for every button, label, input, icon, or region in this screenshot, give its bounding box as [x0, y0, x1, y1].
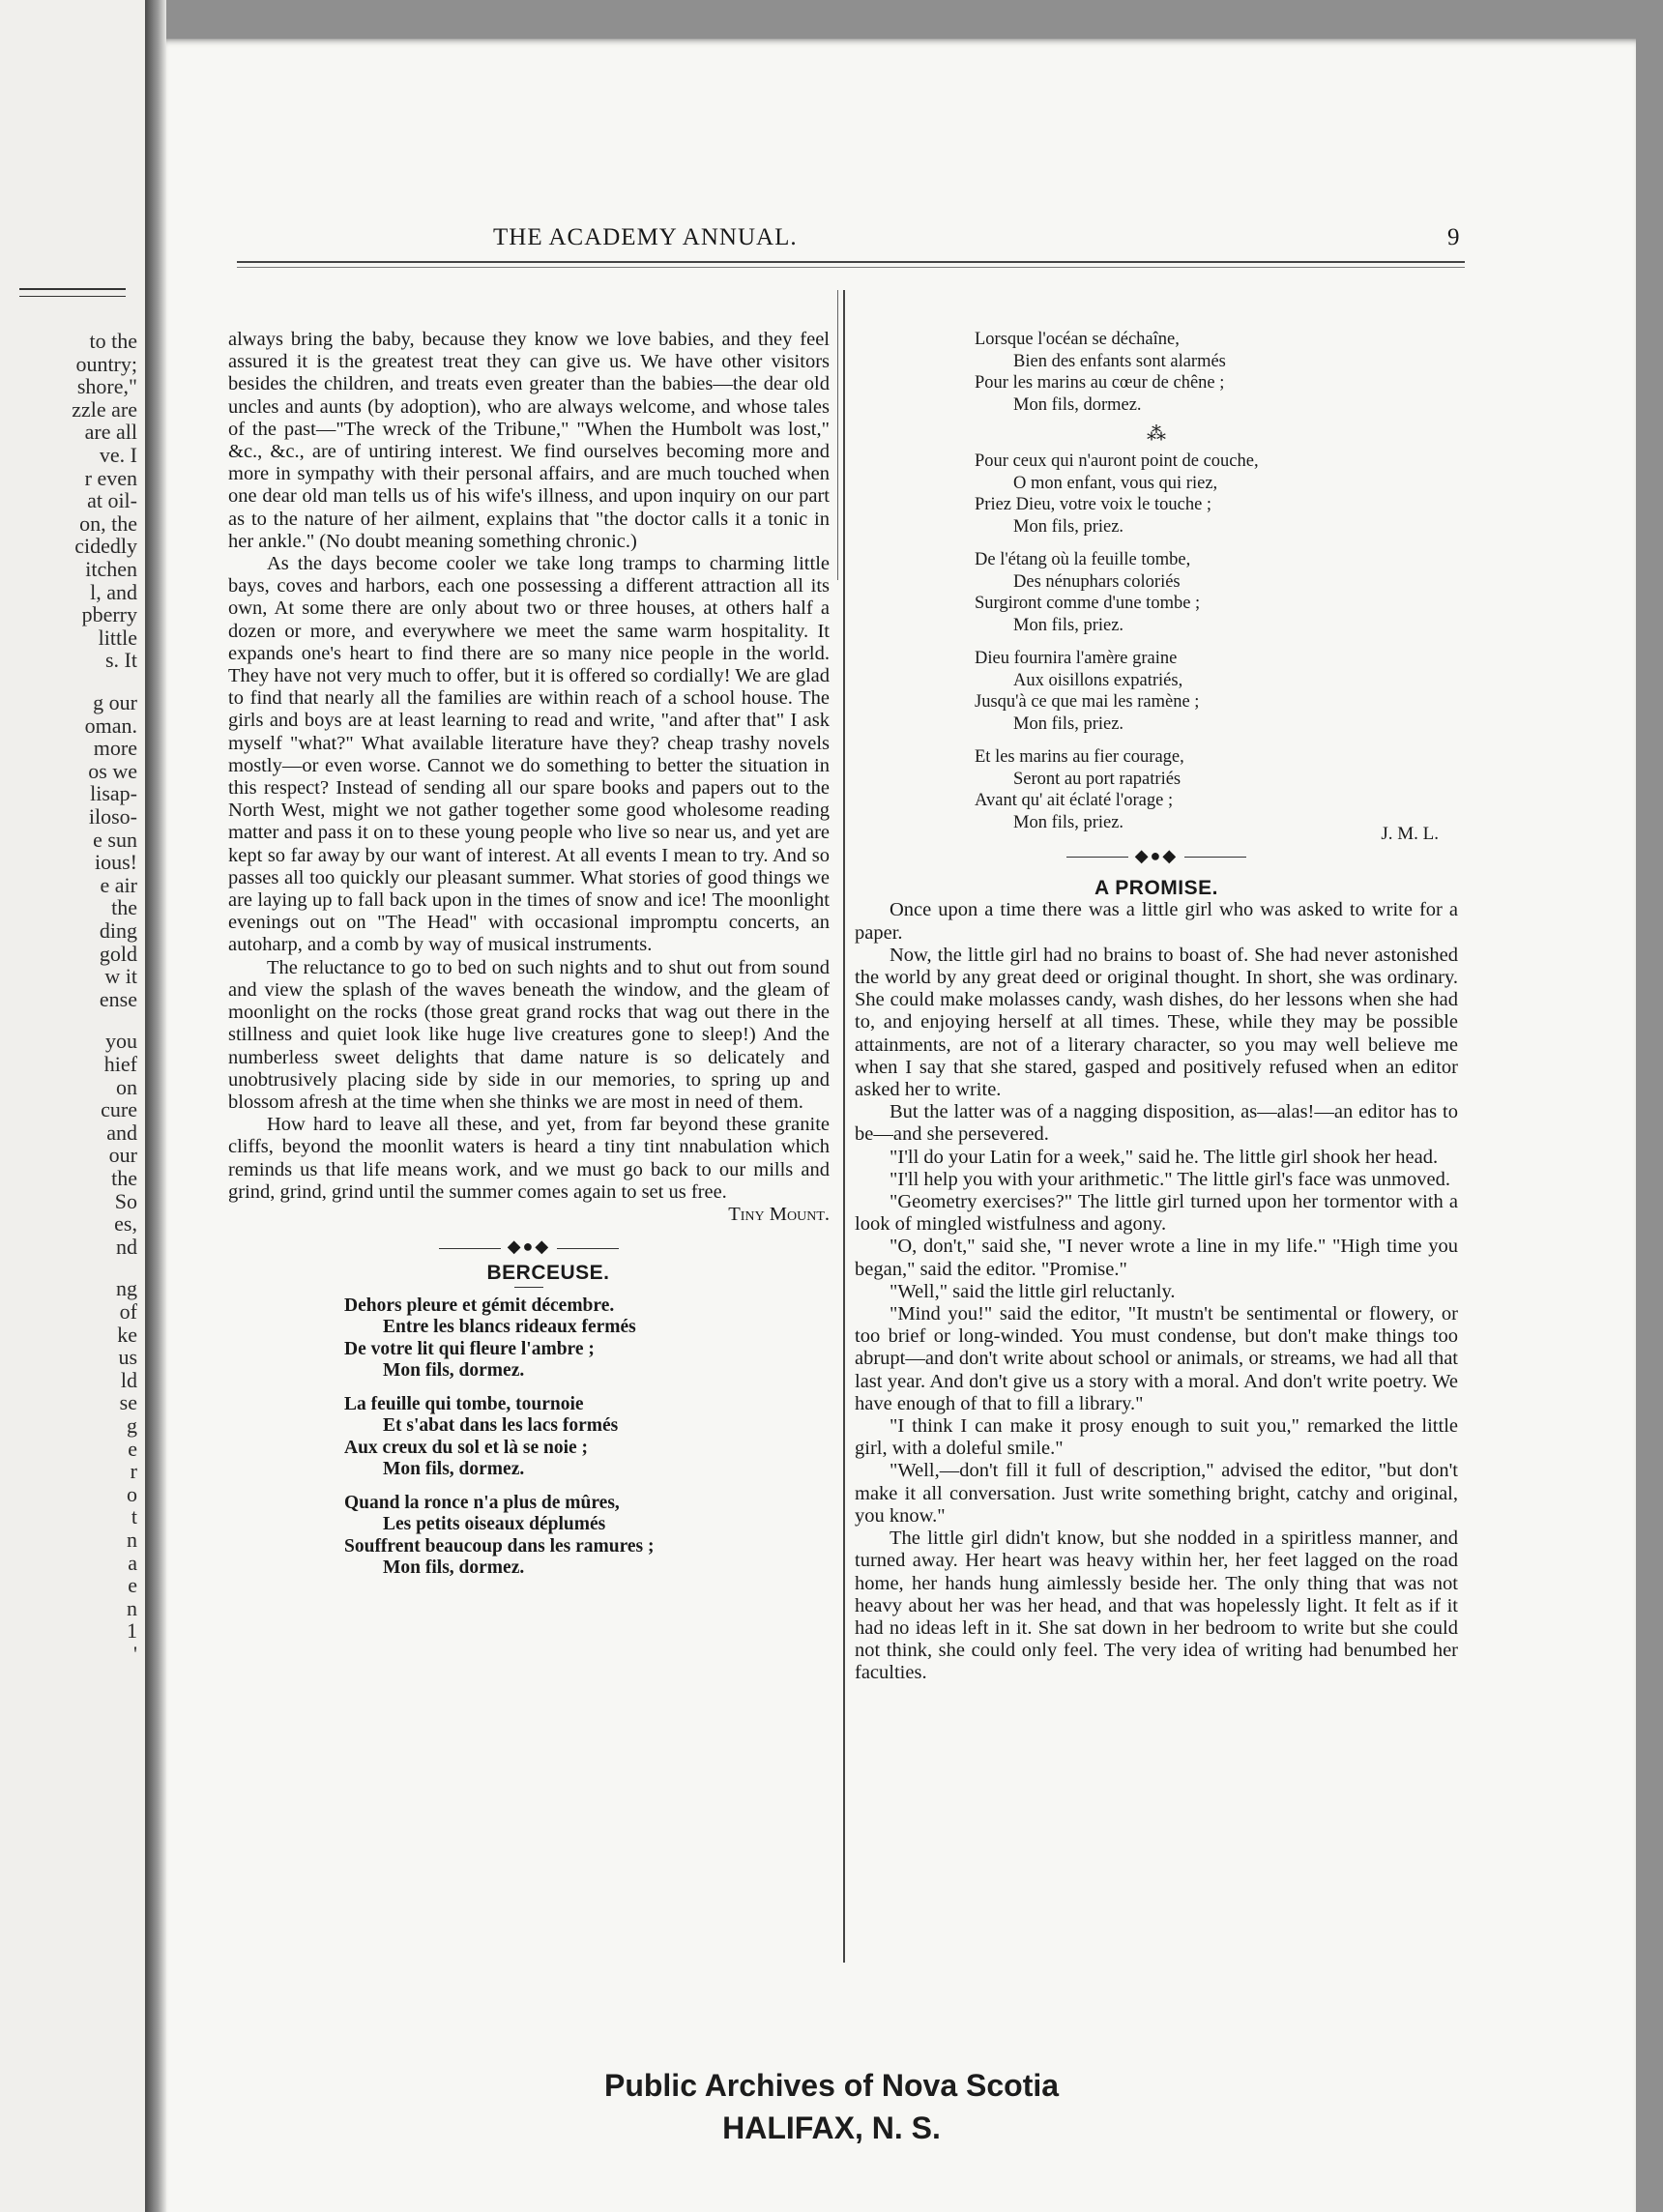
- poem-line: Mon fils, dormez.: [383, 1557, 525, 1579]
- facing-page-line: w it: [104, 964, 137, 989]
- facing-page-line: cure: [101, 1097, 137, 1122]
- facing-page-line: o: [127, 1481, 137, 1506]
- poem-line: Pour les marins au cœur de chêne ;: [975, 373, 1225, 393]
- story-paragraph: "Geometry exercises?" The little girl turned upon her tormentor with a look of mingled wistfulness and agony.: [855, 1191, 1458, 1236]
- facing-page-line: se: [119, 1390, 137, 1415]
- poem-line: Priez Dieu, votre voix le touche ;: [975, 495, 1212, 514]
- column-divider: [843, 290, 845, 1963]
- poem-line: Mon fils, priez.: [1013, 713, 1124, 734]
- poem-line: Mon fils, dormez.: [383, 1459, 525, 1480]
- poem-line: De l'étang où la feuille tombe,: [975, 550, 1191, 569]
- poem-line: Mon fils, priez.: [1013, 516, 1124, 537]
- poem-stanza: [975, 746, 1458, 833]
- facing-page-line: n: [127, 1595, 137, 1620]
- facing-page-line: s. It: [105, 648, 137, 673]
- facing-page-line: e air: [100, 872, 137, 897]
- facing-page-line: of: [119, 1299, 137, 1324]
- facing-page-line: oman.: [84, 713, 137, 738]
- facing-page-line: l, and: [90, 579, 137, 604]
- poem-line: Seront au port rapatriés: [1013, 769, 1182, 789]
- poem-continuation: [855, 329, 1458, 416]
- facing-page-line: es,: [114, 1211, 137, 1237]
- facing-page-line: the: [111, 1166, 137, 1190]
- facing-page-line: ng: [116, 1276, 137, 1301]
- facing-page-line: hief: [103, 1052, 137, 1076]
- facing-page-line: are all: [84, 420, 137, 445]
- facing-page-line: So: [114, 1188, 137, 1213]
- story-paragraph: "I think I can make it prosy enough to suit you," remarked the little girl, with a doleful smile.": [855, 1415, 1458, 1460]
- facing-page-line: ious!: [95, 850, 137, 875]
- stamp-line-1: Public Archives of Nova Scotia: [603, 2068, 1060, 2103]
- poem-line: Souffrent beaucoup dans les ramures ;: [344, 1535, 655, 1557]
- poem-line: Dehors pleure et gémit décembre.: [344, 1295, 615, 1316]
- poem-line: O mon enfant, vous qui riez,: [1013, 473, 1218, 493]
- facing-page-line: zzle are: [72, 396, 137, 422]
- poem-line: Aux oisillons expatriés,: [1013, 670, 1183, 690]
- facing-page-line: 1: [127, 1618, 137, 1644]
- facing-page-line: itchen: [85, 557, 137, 581]
- facing-page-line: shore,": [76, 374, 137, 399]
- poem-line: Surgiront comme d'une tombe ;: [975, 594, 1201, 613]
- facing-page-line: e sun: [93, 827, 137, 852]
- facing-page-line: you: [105, 1029, 137, 1054]
- facing-page-line: more: [93, 736, 137, 761]
- poem-line: Pour ceux qui n'auront point de couche,: [975, 451, 1259, 471]
- facing-page-line: us: [118, 1345, 137, 1370]
- poem-line: Quand la ronce n'a plus de mûres,: [344, 1492, 620, 1513]
- story-paragraph: But the latter was of a nagging disposition, as—alas!—an editor has to be—and she persevered.: [855, 1101, 1458, 1146]
- poem-stanza: [975, 451, 1458, 538]
- poem-line: De votre lit qui fleure l'ambre ;: [344, 1338, 595, 1359]
- facing-page-line: gold: [99, 941, 137, 966]
- poem-line: Bien des enfants sont alarmés: [1013, 351, 1226, 371]
- poem-stanzas: [228, 1295, 830, 1580]
- story-paragraph: "Well," said the little girl reluctanly.: [890, 1280, 1176, 1302]
- facing-page-line: little: [98, 625, 137, 650]
- poem-title: BERCEUSE.: [486, 1262, 610, 1285]
- story-title: A PROMISE.: [1094, 877, 1218, 900]
- facing-page-line: e: [128, 1573, 137, 1598]
- right-column: [855, 329, 1458, 1685]
- story-body: [855, 899, 1458, 1684]
- facing-page-line: ve. I: [99, 443, 137, 467]
- facing-page-rule: [19, 288, 126, 290]
- book-binding-gutter: [145, 0, 166, 2212]
- article-signature: Tiny Mount.: [728, 1203, 830, 1225]
- poem-stanza: [975, 648, 1458, 735]
- article-paragraph: The reluctance to go to bed on such nights and to shut out from sound and view the splash of the waves beneath the window, and the gleam of moonlight on the rocks (those great grand rocks that wag out there in the stillness and quiet look like huge live creatures gone to sleep!) And the numberless sweet delights that dame nature is so delicately and unobtrusively placing side by side in our memories, to spring up and blossom afresh at the time when she thinks we are most in need of them.: [228, 956, 830, 1113]
- story-paragraph: Now, the little girl had no brains to boast of. She had never astonished the world by any great deed or original thought. In short, she was ordinary. She could make molasses candy, wash dishes, do her lessons when she had to, and enjoying herself at all times. These, while they may be possible attainments, are not of a literary character, so you may well believe me when I say that she stared, gasped and positively refused when an editor asked her to write.: [855, 944, 1458, 1101]
- poem-line: Dieu fournira l'amère graine: [975, 649, 1178, 668]
- column-divider-short: [837, 290, 838, 580]
- poem-stanza: [344, 1295, 830, 1382]
- poem-stanza: [344, 1493, 830, 1580]
- facing-page-line: iloso-: [88, 804, 137, 829]
- poem-continuation-lower: [855, 451, 1458, 833]
- poem-line: Des nénuphars coloriés: [1013, 571, 1181, 592]
- facing-page-line: g our: [93, 690, 137, 714]
- title-dash: [514, 1287, 543, 1288]
- facing-page-line: n: [127, 1528, 137, 1552]
- facing-page-line: r even: [84, 465, 137, 490]
- facing-page-line: g: [127, 1413, 137, 1438]
- story-paragraph: "Mind you!" said the editor, "It mustn't be sentimental or flowery, or too brief or long-winded. You must condense, but don't make things too abrupt—and don't write about school or animals, or streams, we had all that last year. And don't give us a story with a moral. And don't write poetry. We have enough of that to fill a library.": [855, 1303, 1458, 1414]
- poem-line: Mon fils, dormez.: [383, 1360, 525, 1382]
- poem-line: Jusqu'à ce que mai les ramène ;: [975, 692, 1200, 712]
- article-paragraph: How hard to leave all these, and yet, from far beyond these granite cliffs, beyond the moonlit waters is heard a tiny tint nnabulation which reminds us that life means work, and we must go back to our mills and grind, grind, grind until the summer comes again to set us free.: [228, 1114, 830, 1203]
- facing-page-line: ountry;: [75, 351, 137, 376]
- facing-page-line: e: [128, 1436, 137, 1461]
- poem-line: Lorsque l'océan se déchaîne,: [975, 330, 1180, 349]
- poem-line: Mon fils, priez.: [1013, 615, 1124, 635]
- archive-stamp: [541, 2064, 1122, 2149]
- story-paragraph: "Well,—don't fill it full of description," advised the editor, "but don't make it all conversation. Just write something bright, catchy and original, you know.": [855, 1460, 1458, 1527]
- poem-stanza: [344, 1394, 830, 1481]
- article-paragraph: always bring the baby, because they know we love babies, and they feel assured it is the greatest treat they can give us. We have other visitors besides the children, and treats even greater than the babies—the dear old uncles and aunts (by adoption), who are always welcome, and whose tales of the past—"The wreck of the Tribune," "When the Humbolt was lost," &c., &c., are of untiring interest. We find ourselves becoming more and more in sympathy with their personal affairs, and are much touched when one dear old man tells us of his wife's illness, and upon inquiry on our part as to the nature of her ailment, explains that "the doctor calls it a tonic in her ankle." (No doubt meaning something chronic.): [228, 329, 830, 552]
- facing-page-line: os we: [88, 758, 137, 783]
- berceuse-poem: [228, 1262, 830, 1579]
- facing-page-line: pberry: [81, 602, 137, 627]
- poem-line: La feuille qui tombe, tournoie: [344, 1393, 584, 1414]
- facing-page-line: r: [130, 1459, 137, 1484]
- poem-stanza: [975, 549, 1458, 636]
- page-number: 9: [1447, 224, 1460, 250]
- left-column: [228, 329, 830, 1591]
- facing-page-line: nd: [116, 1234, 137, 1259]
- poem-line: Avant qu' ait éclaté l'orage ;: [975, 791, 1174, 810]
- stamp-line-2: HALIFAX, N. S.: [722, 2110, 941, 2145]
- poem-line: Et s'abat dans les lacs formés: [383, 1415, 619, 1437]
- story-paragraph: "I'll do your Latin for a week," said he. The little girl shook her head.: [890, 1146, 1439, 1168]
- facing-page-line: and: [106, 1120, 137, 1145]
- article-paragraph: As the days become cooler we take long tramps to charming little bays, coves and harbors, each one possessing a different attraction all its own, At some there are only about two or three houses, at others half a dozen or more, and everywhere we meet the same warm hospitality. It expands one's heart to find there are so many nice people in the world. They have not very much to offer, but it is offered so cordially! We are glad to find that nearly all the families are within reach of a school house. The girls and boys are at least learning to read and write, "and after that" I ask myself "what?" What available literature have they? cheap trashy novels mostly—or even worse. Cannot we do something to better the situation in this respect? Instead of sending all our spare books and papers out to the North West, might we not gather together some good wholesome reading matter and pass it on to these young people who live so near us, and yet are kept so far away by our want of interest. At all events I mean to try. And so passes all too quickly our pleasant summer. What stories of good things we are laying up to fall back upon in the times of snow and ice! The moonlight evenings out on "The Head" with occasional impromptu concerts, an autoharp, and a comb by way of musical instruments.: [228, 553, 830, 956]
- poem-stanza: [975, 329, 1458, 416]
- facing-page-line: ke: [117, 1322, 137, 1347]
- facing-page-line: ense: [99, 986, 137, 1011]
- facing-page-line: at oil-: [87, 488, 137, 513]
- facing-page-line: ld: [120, 1367, 137, 1392]
- story-paragraph: "I'll help you with your arithmetic." The little girl's face was unmoved.: [890, 1168, 1450, 1190]
- poem-line: Les petits oiseaux déplumés: [383, 1514, 606, 1535]
- poem-line: Mon fils, priez.: [1013, 812, 1124, 832]
- poem-line: Et les marins au fier courage,: [975, 747, 1184, 767]
- facing-page-line: a: [128, 1550, 137, 1575]
- facing-page-line: our: [108, 1143, 137, 1168]
- asterism: ⁂: [1147, 423, 1166, 445]
- facing-page-line: ': [133, 1642, 137, 1666]
- running-head: THE ACADEMY ANNUAL.: [493, 224, 798, 250]
- facing-page-line: t: [131, 1504, 137, 1529]
- poem-line: Mon fils, dormez.: [1013, 394, 1142, 415]
- poem-line: Entre les blancs rideaux fermés: [383, 1317, 636, 1338]
- story-paragraph: The little girl didn't know, but she nodded in a spiritless manner, and turned away. Her heart was heavy within her, her feet lagged on the road home, her hands hung aimlessly beside her. The only thing that was not heavy about her was her head, and that was hopelessly light. It felt as if it had no ideas left in it. She sat down in her bedroom to write but she could not think, she could only feel. The very idea of writing had benumbed her faculties.: [855, 1528, 1458, 1684]
- facing-page-line: ding: [99, 918, 137, 943]
- facing-page-line: on: [116, 1074, 137, 1099]
- section-ornament: ◆●◆: [228, 1236, 830, 1258]
- header-rule: [237, 261, 1465, 263]
- section-ornament: ◆●◆: [855, 845, 1458, 867]
- story-paragraph: "O, don't," said she, "I never wrote a line in my life." "High time you began," said the editor. "Promise.": [855, 1236, 1458, 1280]
- facing-page-line: cidedly: [74, 534, 137, 559]
- facing-page-line: to the: [89, 329, 137, 353]
- facing-page-rule-thin: [19, 296, 126, 297]
- header-rule-thin: [237, 267, 1465, 268]
- facing-page-line: the: [111, 895, 137, 920]
- facing-page-line: on, the: [79, 510, 137, 536]
- story-paragraph: Once upon a time there was a little girl who was asked to write for a paper.: [855, 899, 1458, 944]
- poem-signature: J. M. L.: [1381, 823, 1439, 844]
- poem-line: Aux creux du sol et là se noie ;: [344, 1437, 589, 1458]
- facing-page-line: lisap-: [90, 781, 137, 806]
